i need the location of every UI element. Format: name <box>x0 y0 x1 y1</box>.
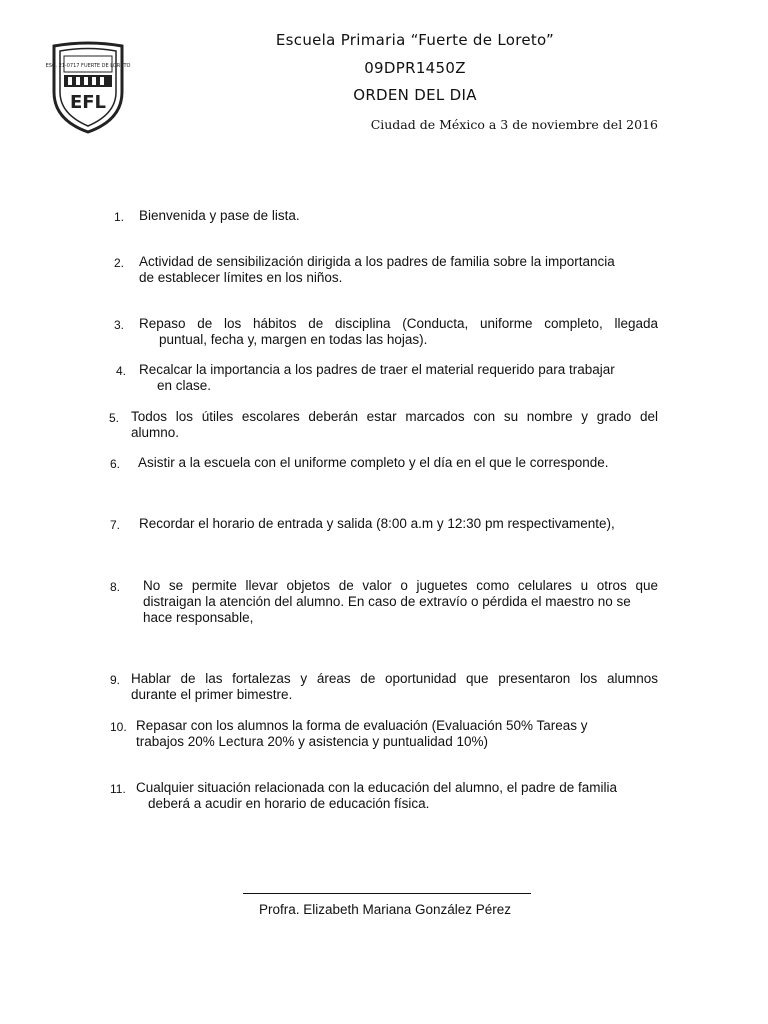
item-number: 5. <box>109 411 120 425</box>
item-number: 1. <box>114 210 125 224</box>
item-number: 4. <box>116 364 127 378</box>
item-number: 10. <box>110 720 127 734</box>
item-line: Actividad de sensibilización dirigida a los padres de familia sobre la importancia <box>139 254 615 269</box>
school-code: 09DPR1450Z <box>364 59 466 77</box>
school-name: Escuela Primaria “Fuerte de Loreto” <box>275 31 555 49</box>
item-number: 9. <box>110 673 121 687</box>
document-date: Ciudad de México a 3 de noviembre del 2016 <box>370 117 658 132</box>
item-line: Repaso de los hábitos de disciplina (Conducta, uniforme completo, llegada <box>139 316 658 331</box>
item-line: durante el primer bimestre. <box>131 687 293 702</box>
item-line: trabajos 20% Lectura 20% y asistencia y puntualidad 10%) <box>136 734 488 749</box>
signature-name: Profra. Elizabeth Mariana González Pérez <box>258 902 512 917</box>
item-line: Todos los útiles escolares deberán estar marcados con su nombre y grado del <box>131 409 658 424</box>
item-number: 7. <box>110 518 121 532</box>
logo-initials: EFL <box>69 92 107 113</box>
item-line: alumno. <box>131 425 180 440</box>
item-number: 11. <box>110 782 126 796</box>
item-line: No se permite llevar objetos de valor o juguetes como celulares u otros que <box>143 578 658 593</box>
item-line: Hablar de las fortalezas y áreas de oportunidad que presentaron los alumnos <box>131 671 658 686</box>
item-line: Cualquier situación relacionada con la educación del alumno, el padre de familia <box>136 780 618 795</box>
logo-ribbon-text: ESC. 21-0717 FUERTE DE LORETO <box>45 63 131 69</box>
item-line: en clase. <box>157 378 212 393</box>
school-shield-logo <box>45 42 131 134</box>
item-line: distraigan la atención del alumno. En caso de extravío o pérdida el maestro no se <box>143 594 631 609</box>
item-line: Asistir a la escuela con el uniforme completo y el día en el que le corresponde. <box>138 455 609 470</box>
item-line: Recordar el horario de entrada y salida (8:00 a.m y 12:30 pm respectivamente), <box>139 516 615 531</box>
item-line: hace responsable, <box>143 610 254 625</box>
item-number: 3. <box>114 318 125 332</box>
item-line: de establecer límites en los niños. <box>139 270 343 285</box>
item-number: 6. <box>110 457 121 471</box>
signature-line <box>243 893 531 894</box>
item-number: 8. <box>110 580 121 594</box>
item-line: puntual, fecha y, margen en todas las hojas). <box>159 332 428 347</box>
item-line: Bienvenida y pase de lista. <box>139 208 300 223</box>
item-line: Recalcar la importancia a los padres de traer el material requerido para trabajar <box>139 362 615 377</box>
document-title: ORDEN DEL DIA <box>353 86 477 104</box>
item-line: Repasar con los alumnos la forma de evaluación (Evaluación 50% Tareas y <box>136 718 588 733</box>
item-line: deberá a acudir en horario de educación física. <box>148 796 430 811</box>
item-number: 2. <box>114 256 125 270</box>
